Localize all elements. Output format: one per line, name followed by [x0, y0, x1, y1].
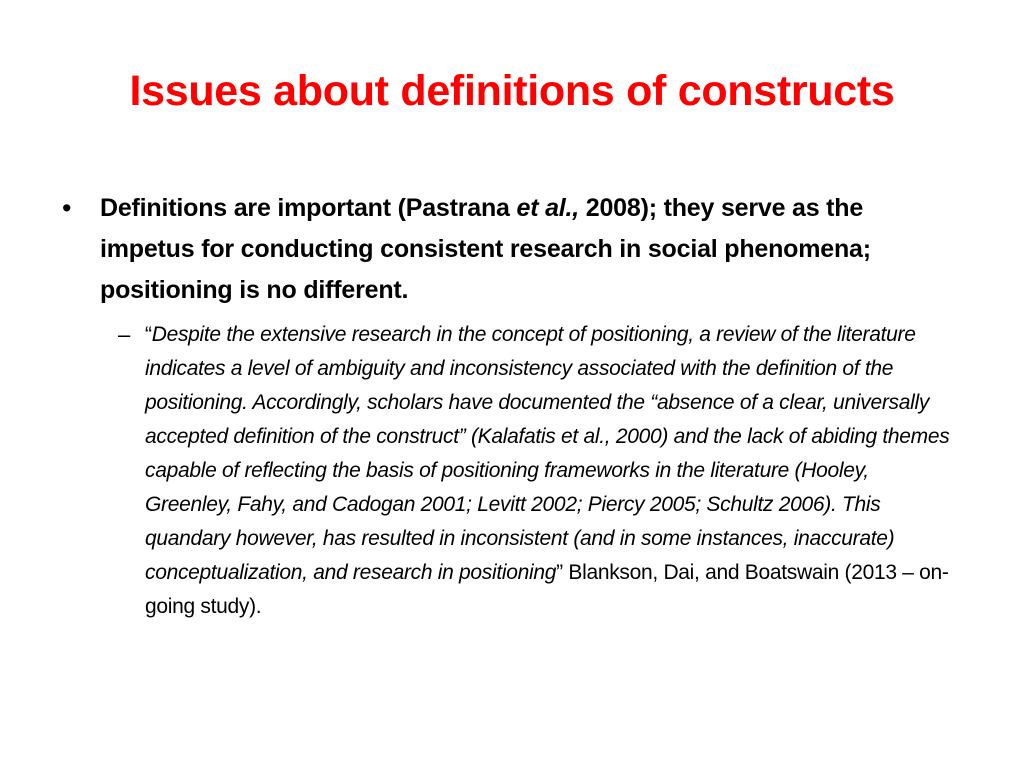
bullet-text-part1: Definitions are important (Pastrana: [100, 194, 517, 222]
slide-title: Issues about definitions of constructs: [129, 67, 895, 115]
bullet-text: [100, 188, 962, 311]
sub-bullet-quote: [118, 318, 958, 624]
quote-text: [145, 318, 958, 624]
quote-body: Despite the extensive research in the concept of positioning, a review of the literature indicates a level of ambiguity and inconsistency associated with the definition of the positioning. Accordingly, scholars have documented the “absence of a clear, universally accepted definition of the construct” (Kalafatis et al., 2000) and the lack of abiding themes capable of reflecting the basis of positioning frameworks in the literature (Hooley, Greenley, Fahy, and Cadogan 2001; Levitt 2002; Piercy 2005; Schultz 2006). This quandary however, has resulted in inconsistent (and in some instances, inaccurate) conceptualization, and research in positioning: [145, 323, 950, 584]
bullet-text-part3: 2008); they serve as the impetus for conducting consistent research in social phenomena; positioning is no different.: [100, 194, 871, 304]
quote-open-mark: “: [145, 323, 152, 346]
bullet-item-definitions: [62, 188, 962, 311]
bullet-text-italic: et al.,: [516, 194, 580, 222]
quote-citation: ” Blankson, Dai, and Boatswain (2013 – on-going study).: [145, 561, 949, 618]
sub-bullet-marker: –: [118, 322, 131, 347]
bullet-marker: •: [62, 193, 72, 223]
